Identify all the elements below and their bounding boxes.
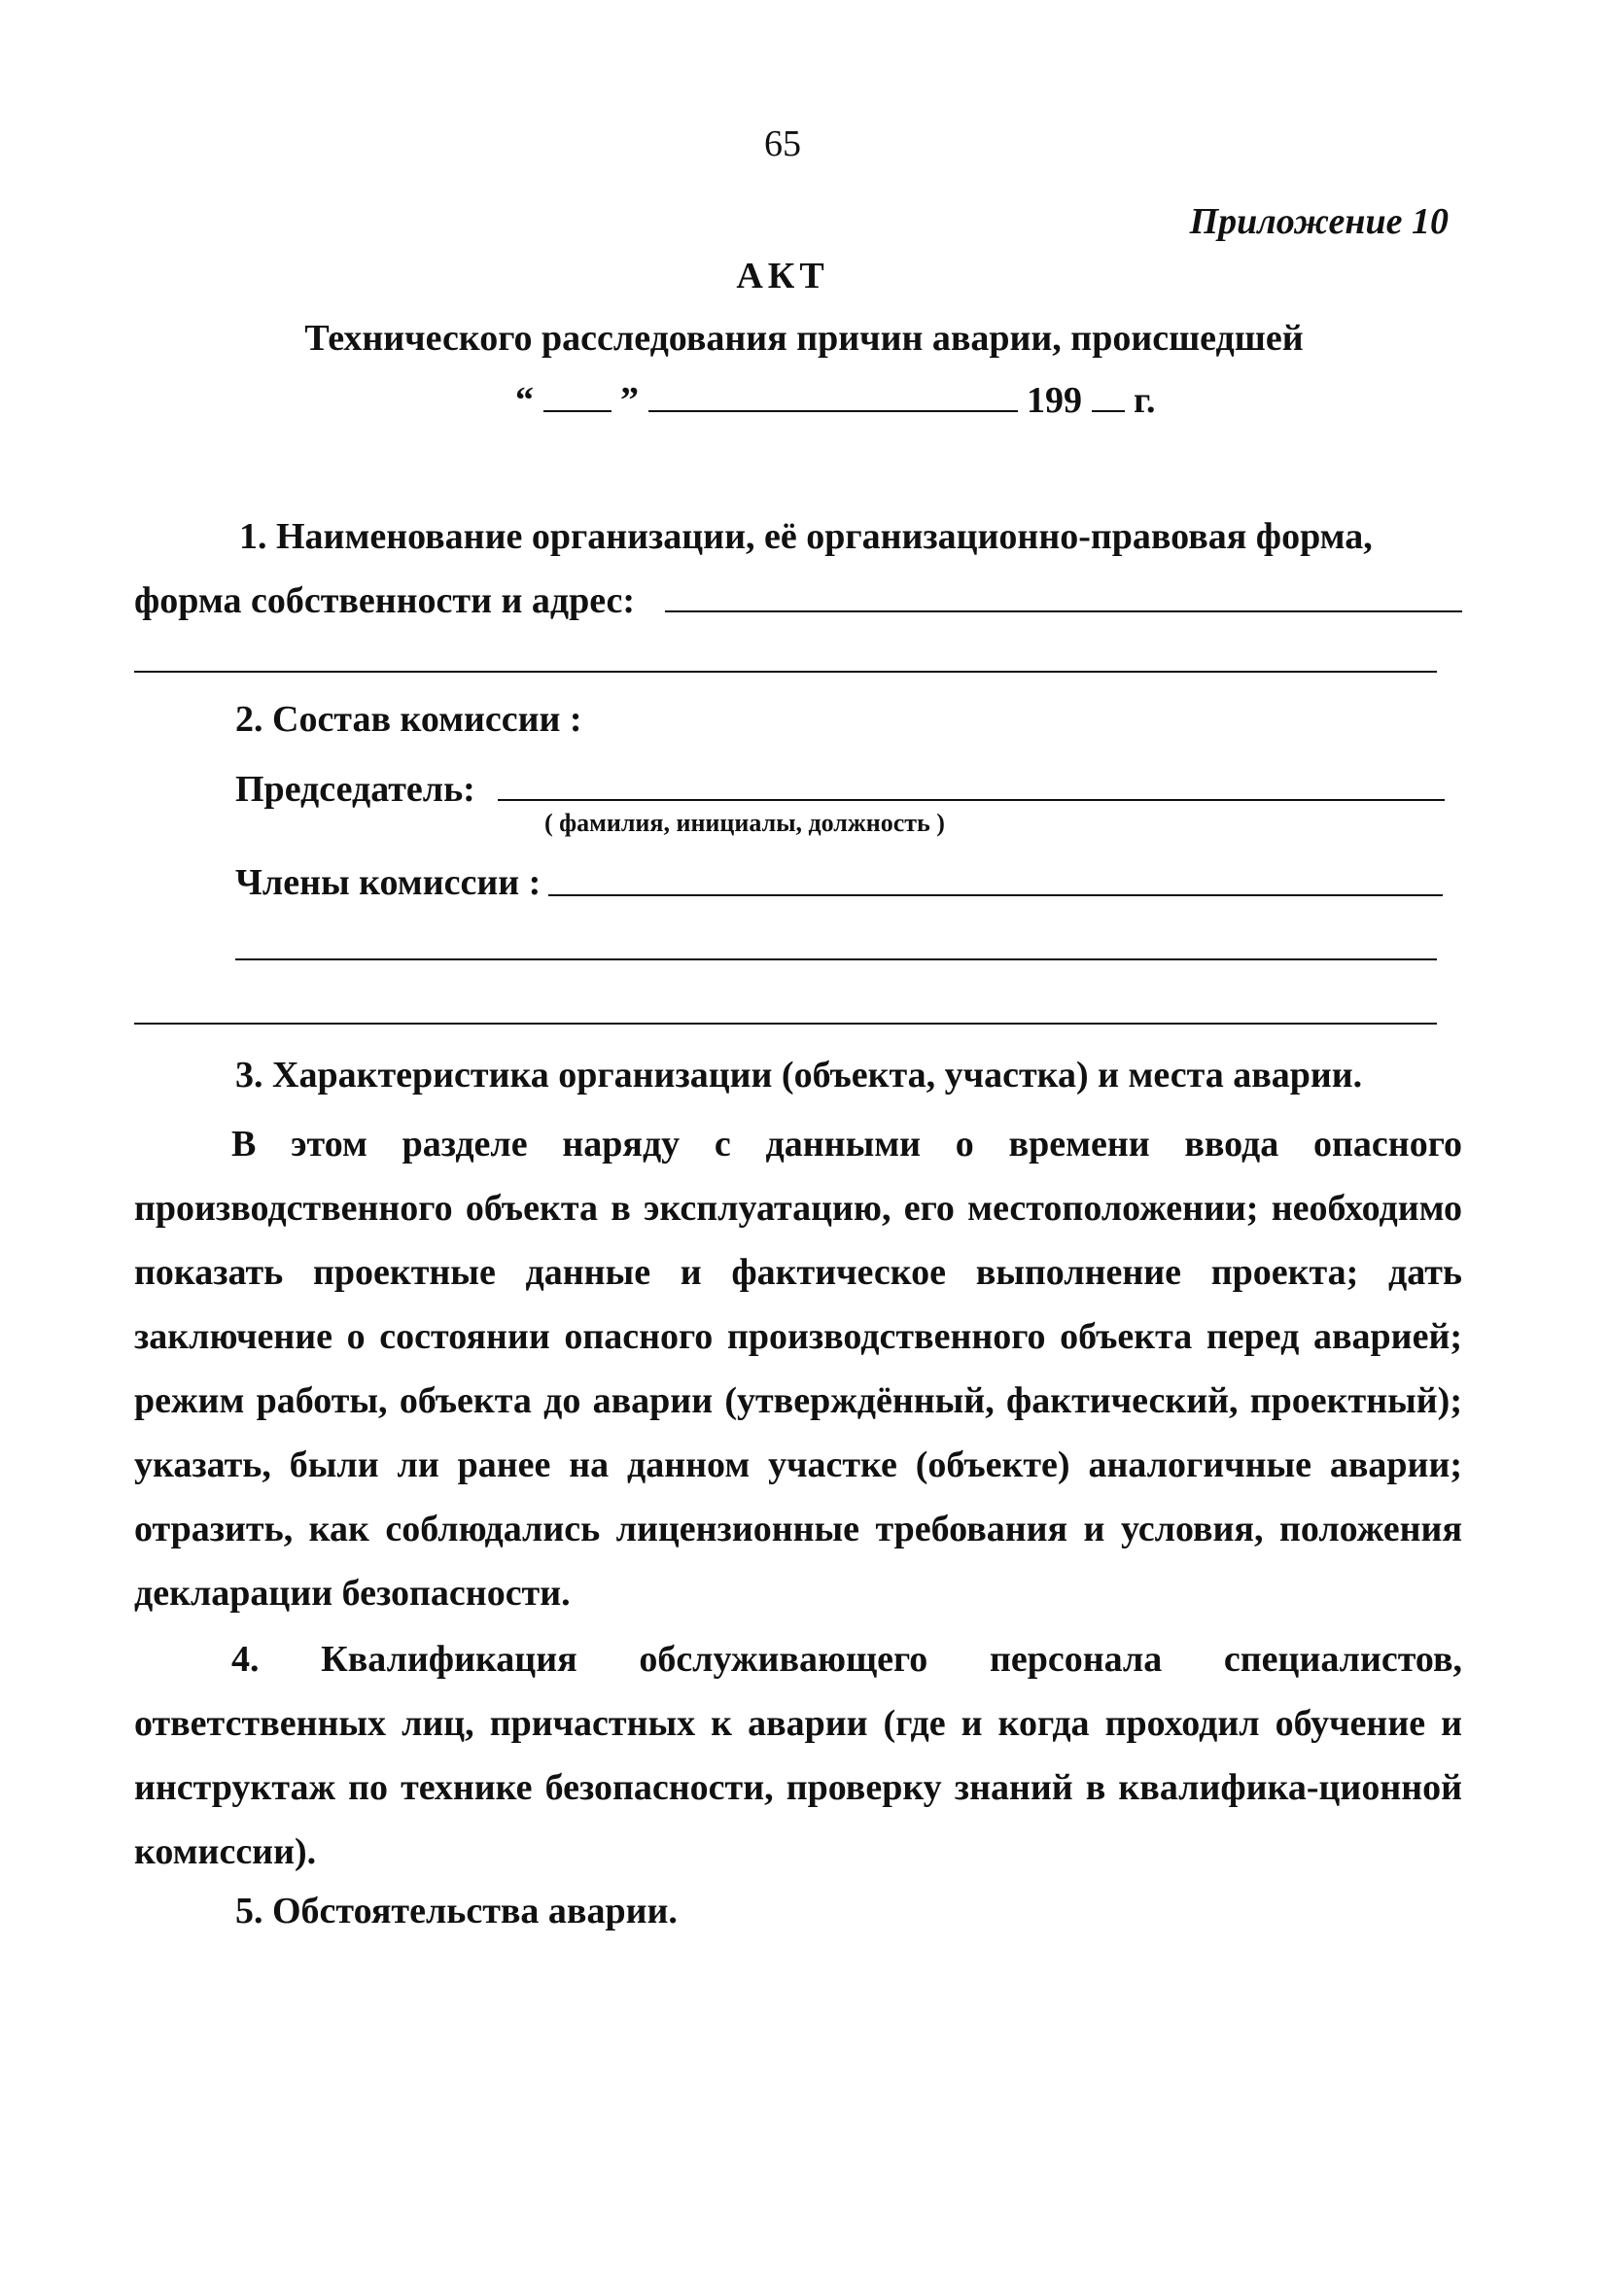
chairman-fill-line bbox=[498, 799, 1445, 801]
section1-line2: форма собственности и адрес: bbox=[134, 580, 636, 621]
chairman-caption: ( фамилия, инициалы, должность ) bbox=[544, 809, 945, 837]
document-subtitle: Технического расследования причин аварии, происшедшей bbox=[304, 318, 1304, 359]
section1-fill-line bbox=[134, 671, 1437, 673]
section4-paragraph: 4. Квалификация обслуживающего персонала специалистов, ответственных лиц, причастных к аварии (где и когда проходил обучение и инструктаж по технике безопасности, проверку знаний в квалифика-ционной комиссии). bbox=[134, 1639, 1462, 1872]
members-label: Члены комиссии : bbox=[235, 862, 542, 903]
section3-paragraph: В этом разделе наряду с данными о времени ввода опасного производственного объекта в эксплуатацию, его местоположении; необходимо показать проектные данные и фактическое выполнение проекта; дать заключение о состоянии опасного производственного объекта перед аварией; режим работы, объекта до аварии (утверждённый, фактический, проектный); указать, были ли ранее на данном участке (объекте) аналогичные аварии; отразить, как соблюдались лицензионные требования и условия, положения декларации безопасности. bbox=[134, 1124, 1462, 1614]
document-title: АКТ bbox=[736, 256, 829, 296]
year-blank bbox=[1092, 381, 1125, 412]
year-suffix: г. bbox=[1134, 380, 1156, 421]
page-number: 65 bbox=[764, 123, 801, 164]
section1-line1: 1. Наименование организации, её организационно-правовая форма, bbox=[239, 516, 1373, 557]
appendix-label: Приложение 10 bbox=[1189, 201, 1449, 242]
members-fill-line-3 bbox=[134, 1023, 1437, 1025]
members-fill-line-1 bbox=[548, 894, 1443, 896]
chairman-label: Председатель: bbox=[235, 769, 475, 810]
incident-date-line bbox=[515, 379, 1155, 422]
year-prefix: 199 bbox=[1027, 380, 1082, 421]
date-quote-open: “ bbox=[515, 380, 534, 421]
day-blank bbox=[543, 381, 612, 412]
section3-body bbox=[134, 1112, 1462, 1625]
section4-body bbox=[134, 1627, 1462, 1884]
section3-heading: 3. Характеристика организации (объекта, участка) и места аварии. bbox=[235, 1055, 1363, 1096]
section5-heading: 5. Обстоятельства аварии. bbox=[235, 1891, 678, 1931]
date-quote-close: ” bbox=[620, 380, 639, 421]
members-fill-line-2 bbox=[235, 958, 1437, 960]
section2-heading: 2. Состав комиссии : bbox=[235, 699, 582, 740]
month-blank bbox=[648, 381, 1018, 412]
address-fill-line bbox=[665, 610, 1462, 612]
